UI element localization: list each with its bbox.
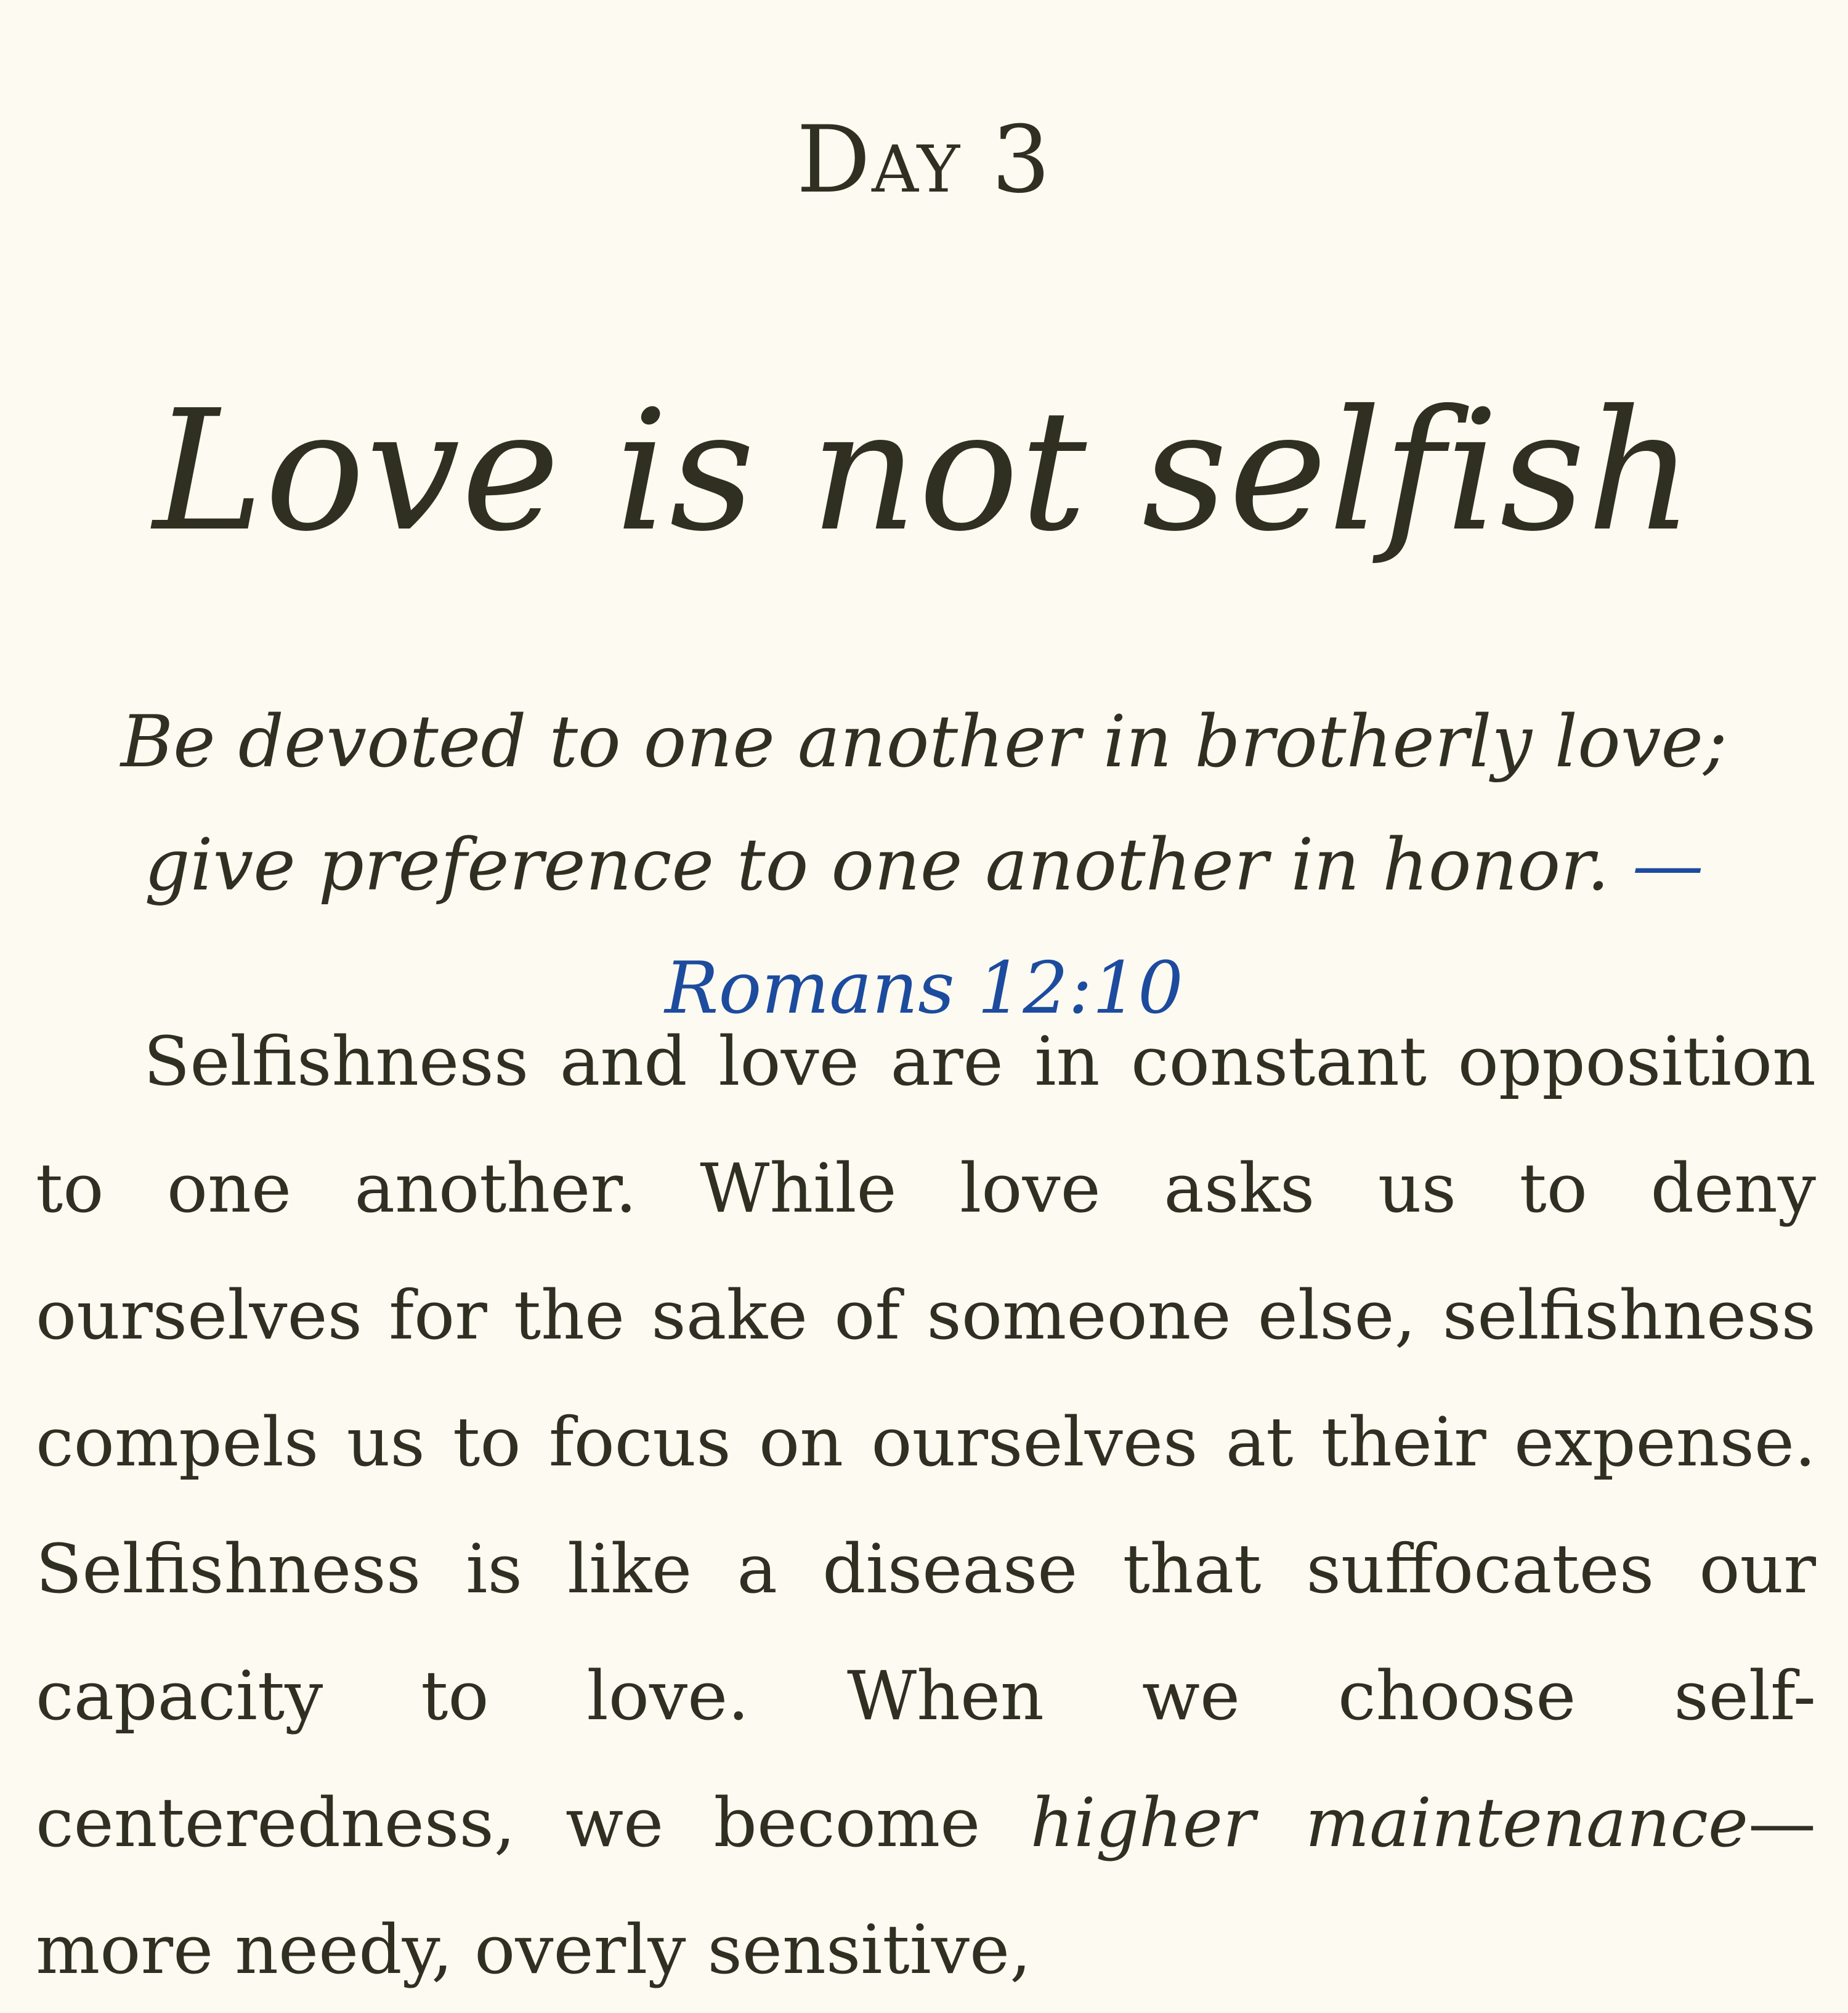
verse-text: Be devoted to one another in brotherly love; give preference to one another in honor. <box>120 700 1728 907</box>
scripture-verse <box>92 681 1756 1050</box>
day-label: Day 3 <box>796 107 1052 214</box>
body-emphasis: higher maintenance <box>1030 1783 1749 1862</box>
body-paragraph <box>36 998 1816 2013</box>
devotion-title: Love is not selfish <box>153 374 1695 568</box>
body-text-part1: Selfishness and love are in constant opposition to one another. While love asks us to deny ourselves for the sake of someone else, selfishness compels us to focus on ourselves at their expense. Selfishness is like a disease that suffocates our capacity to love. When we choose self-centeredness, we become <box>36 1022 1816 1862</box>
body-text-part2: —more needy, overly sensitive, <box>36 1783 1817 1989</box>
verse-reference-link[interactable]: —Romans 12:10 <box>665 824 1704 1030</box>
